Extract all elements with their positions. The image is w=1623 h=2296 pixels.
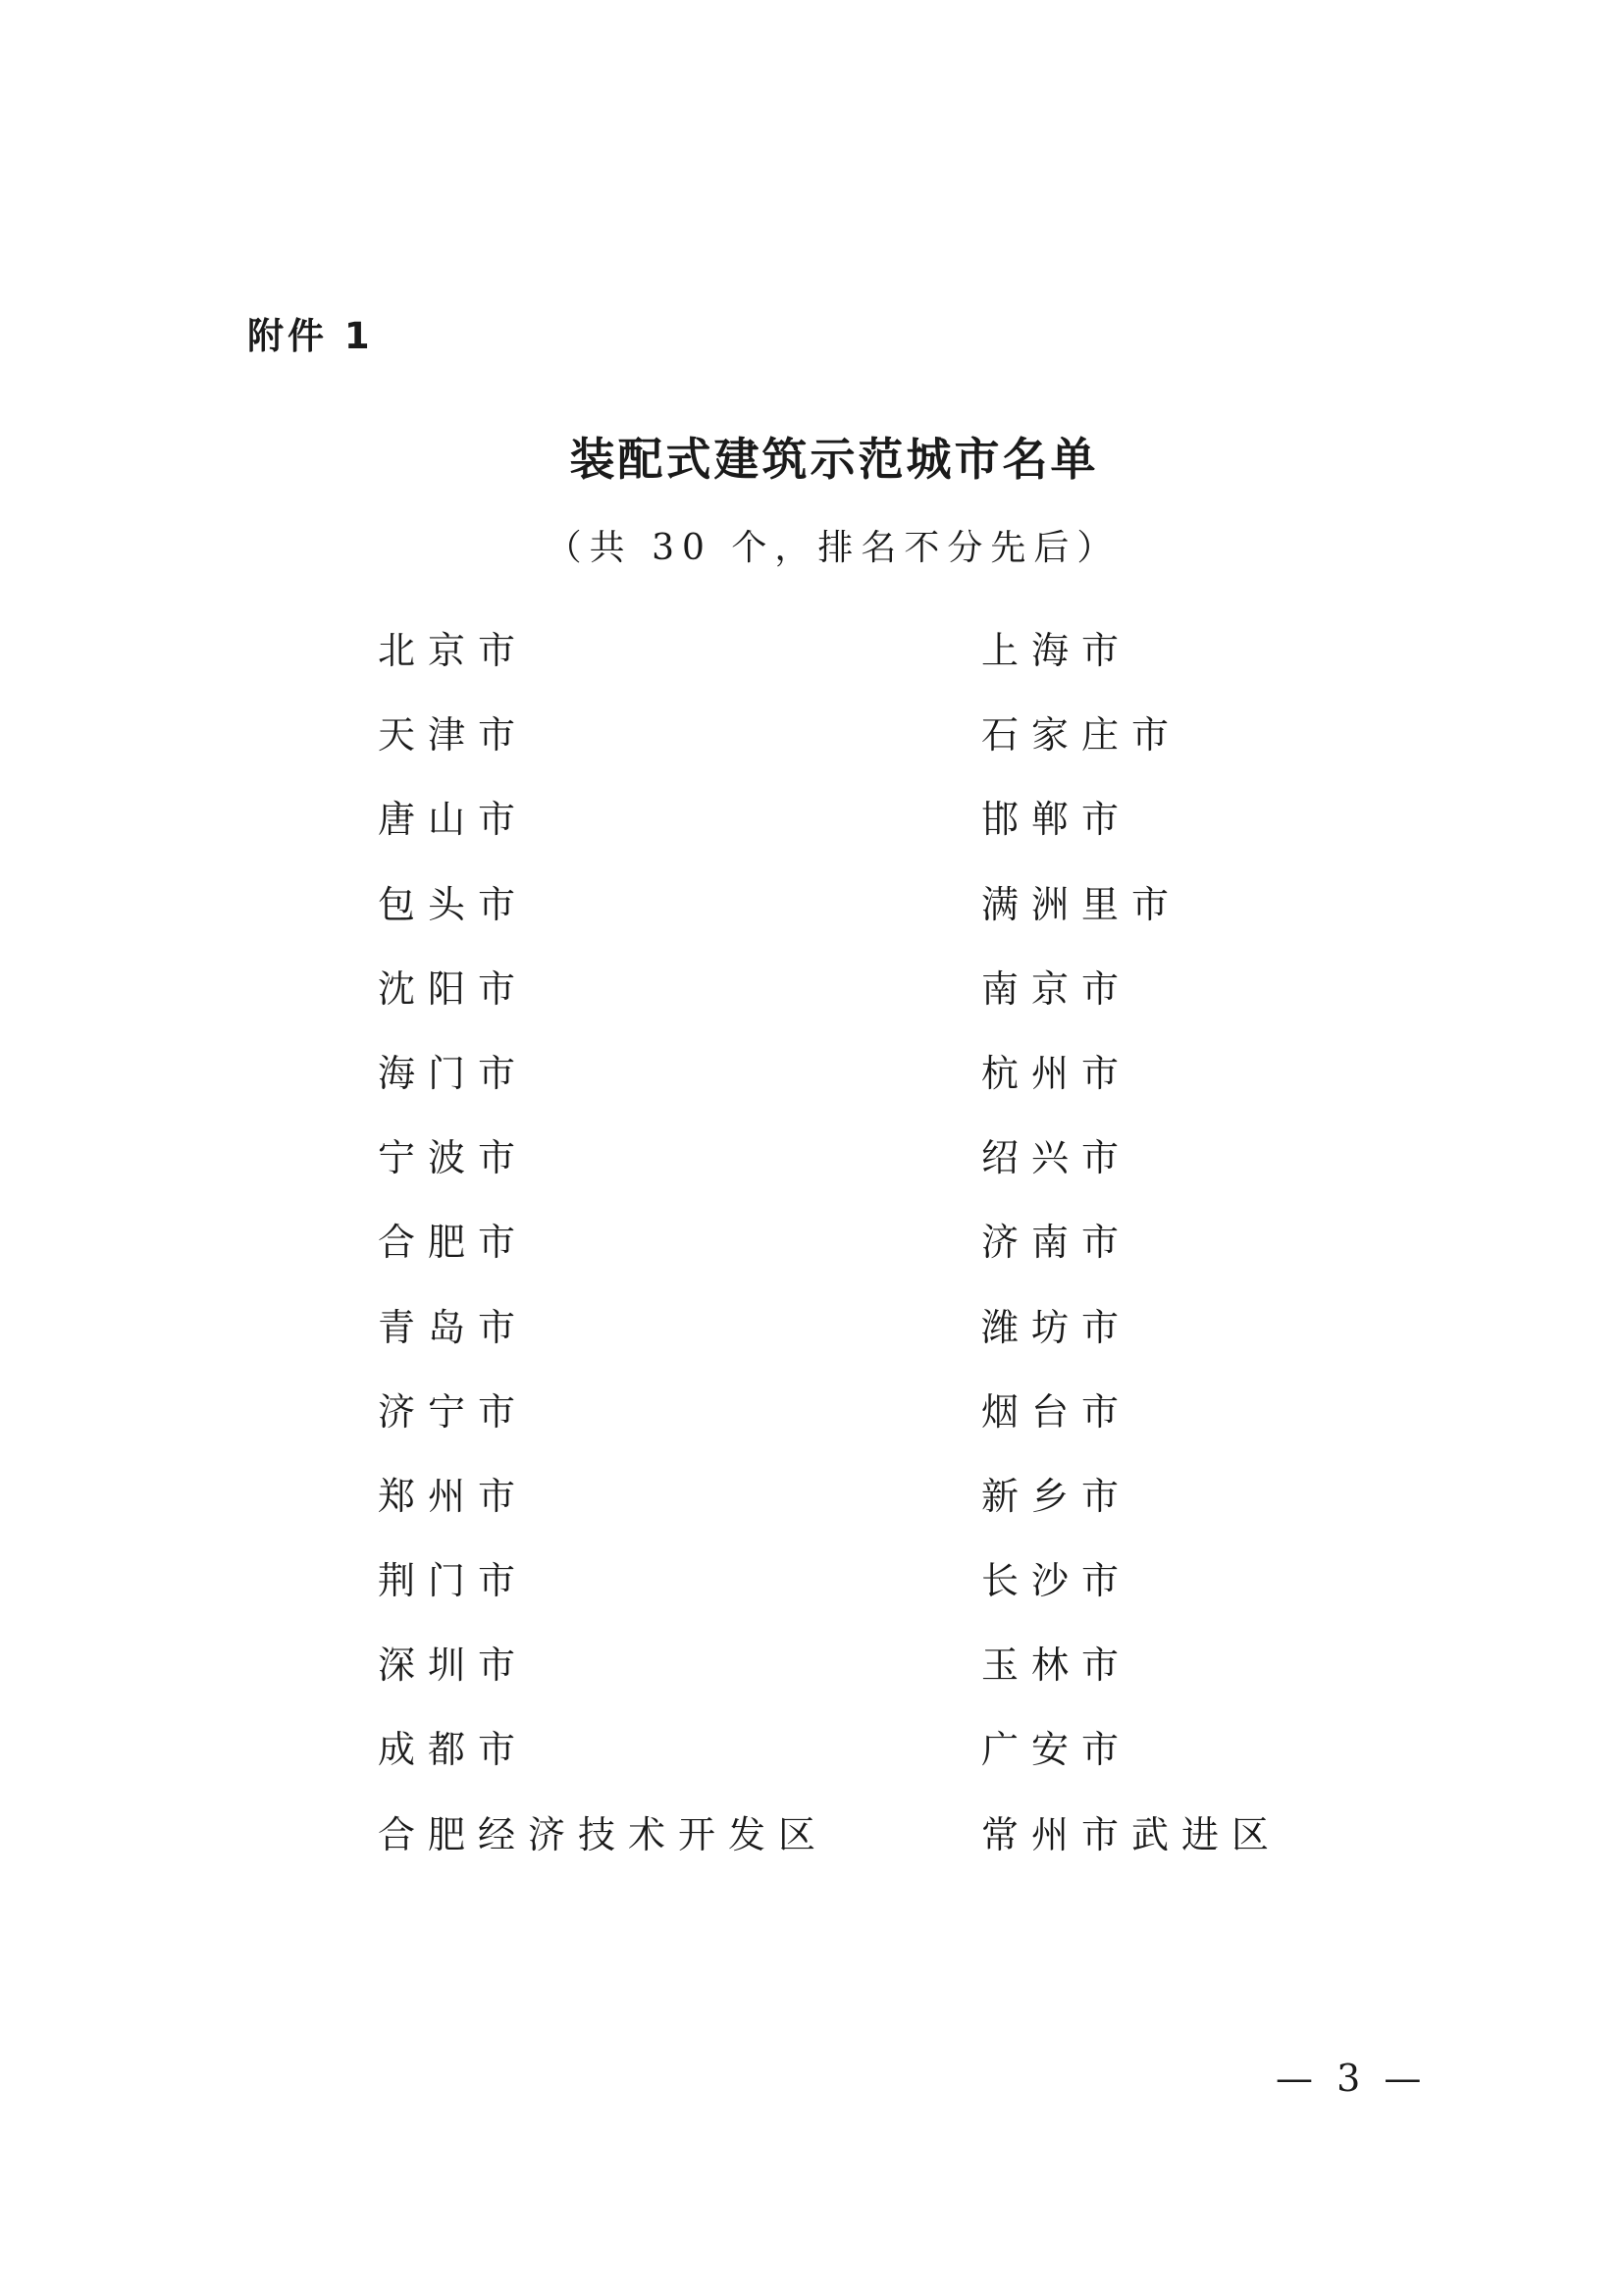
city-name: 玉林市: [981, 1644, 1132, 1688]
city-name: 邯郸市: [981, 798, 1132, 842]
city-name: 合肥经济技术开发区: [378, 1812, 829, 1856]
city-row: [0, 1466, 1623, 1550]
city-name: 潍坊市: [981, 1305, 1132, 1349]
city-name: 合肥市: [378, 1221, 529, 1265]
city-name: 绍兴市: [981, 1136, 1132, 1180]
city-name: 天津市: [378, 713, 529, 757]
city-name: 北京市: [378, 629, 529, 672]
city-row: [0, 1719, 1623, 1803]
city-row: [0, 1635, 1623, 1719]
city-name: 成都市: [378, 1728, 529, 1772]
city-name: 杭州市: [981, 1051, 1132, 1095]
document-title: 装配式建筑示范城市名单: [569, 433, 1099, 486]
city-name: 常州市武进区: [981, 1812, 1283, 1856]
city-name: 济南市: [981, 1221, 1132, 1265]
city-name: 深圳市: [378, 1644, 529, 1688]
city-row: [0, 620, 1623, 704]
city-row: [0, 1043, 1623, 1127]
city-name: 宁波市: [378, 1136, 529, 1180]
city-name: 海门市: [378, 1051, 529, 1095]
city-name: 新乡市: [981, 1474, 1132, 1518]
city-row: [0, 959, 1623, 1043]
city-list: [0, 620, 1623, 1889]
city-name: 南京市: [981, 966, 1132, 1011]
city-name: 石家庄市: [981, 713, 1182, 757]
city-name: 长沙市: [981, 1559, 1132, 1603]
city-row: [0, 1297, 1623, 1382]
document-subtitle: （共 30 个，排名不分先后）: [546, 528, 1121, 568]
city-name: 广安市: [981, 1728, 1132, 1772]
city-row: [0, 874, 1623, 959]
city-name: 沈阳市: [378, 966, 529, 1011]
page-number: — 3 —: [1276, 2057, 1428, 2100]
city-row: [0, 1550, 1623, 1635]
city-row: [0, 1804, 1623, 1889]
city-name: 上海市: [981, 629, 1132, 672]
city-name: 济宁市: [378, 1389, 529, 1434]
city-name: 荆门市: [378, 1559, 529, 1603]
attachment-label: 附件 1: [247, 315, 374, 357]
city-name: 郑州市: [378, 1474, 529, 1518]
city-row: [0, 789, 1623, 873]
city-name: 青岛市: [378, 1305, 529, 1349]
city-name: 满洲里市: [981, 882, 1182, 926]
city-row: [0, 1127, 1623, 1212]
city-row: [0, 704, 1623, 789]
city-name: 烟台市: [981, 1389, 1132, 1434]
city-name: 包头市: [378, 882, 529, 926]
city-name: 唐山市: [378, 798, 529, 842]
city-row: [0, 1382, 1623, 1466]
city-row: [0, 1212, 1623, 1296]
